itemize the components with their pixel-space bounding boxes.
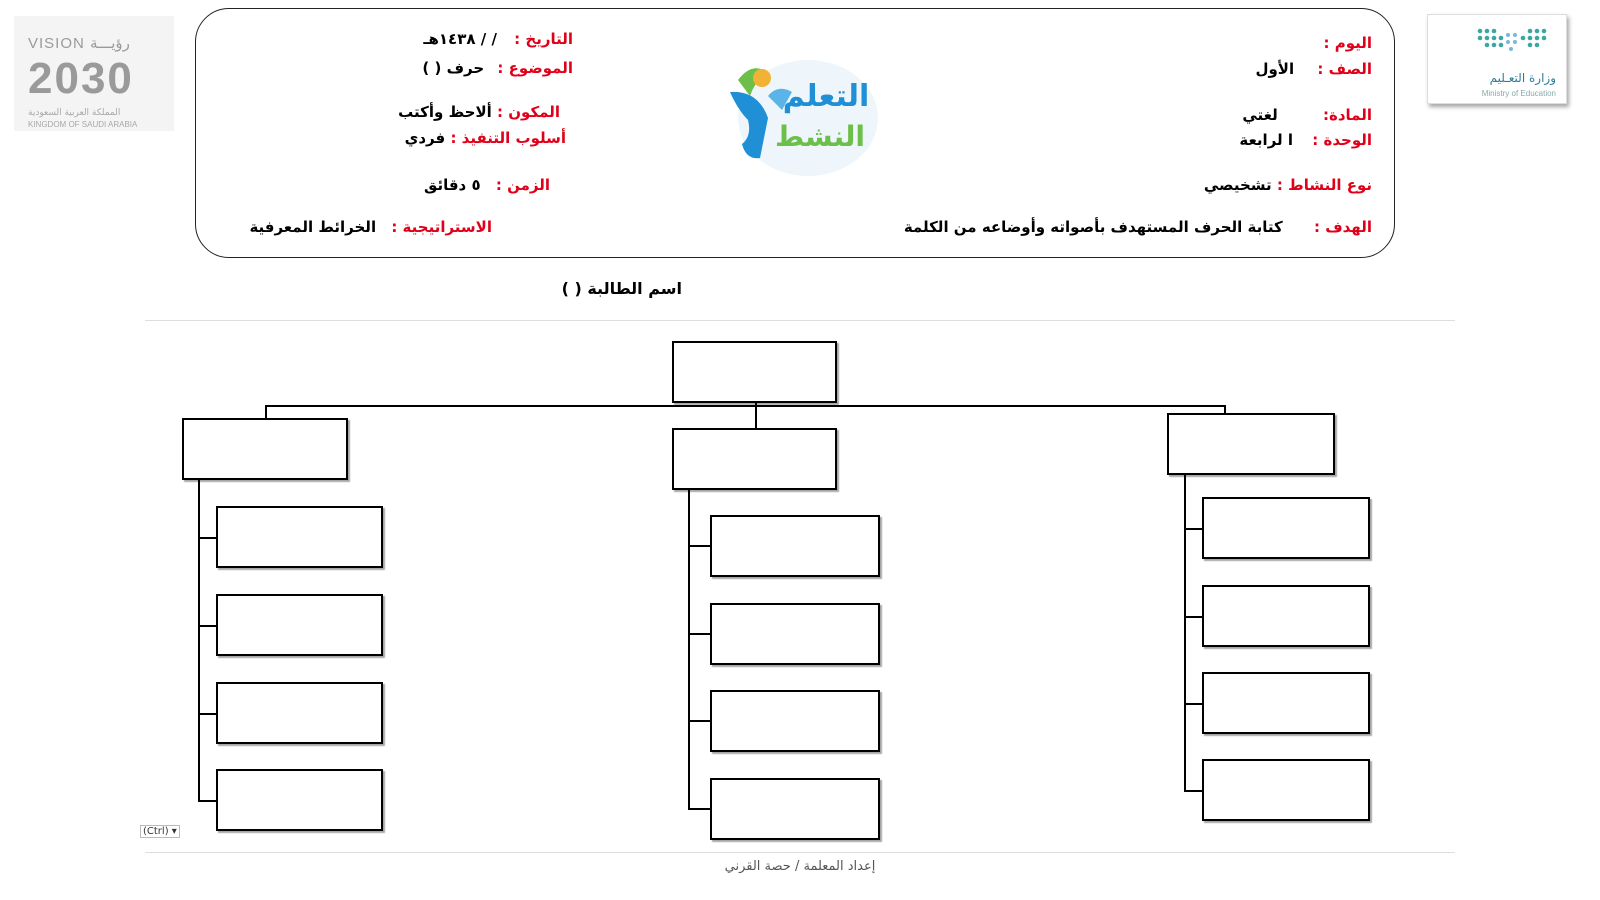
right-leaf-box-1[interactable]	[1202, 497, 1370, 559]
left-branch-stem	[265, 405, 267, 418]
vision-title: VISION رؤيـــة	[28, 35, 130, 52]
map-root-box[interactable]	[672, 341, 837, 403]
component-field: المكون : ألاحظ وأكتب	[398, 103, 560, 121]
ministry-name-ar: وزارة التعـليم	[1489, 71, 1556, 85]
vision-subtitle-ar: المملكة العربية السعودية	[28, 108, 121, 118]
middle-tick-4	[688, 808, 710, 810]
middle-leaf-box-4[interactable]	[710, 778, 880, 840]
left-leaf-box-4[interactable]	[216, 769, 383, 831]
vision-subtitle-en: KINGDOM OF SAUDI ARABIA	[28, 120, 138, 129]
date-field: التاريخ : / / ١٤٣٨هـ	[423, 30, 573, 48]
middle-leaf-box-2[interactable]	[710, 603, 880, 665]
middle-tick-2	[688, 633, 710, 635]
middle-leaf-box-1[interactable]	[710, 515, 880, 577]
divider-bottom	[145, 852, 1455, 853]
right-leaf-box-4[interactable]	[1202, 759, 1370, 821]
vision-number: 2030	[28, 54, 134, 103]
left-leaf-box-2[interactable]	[216, 594, 383, 656]
middle-tick-1	[688, 545, 710, 547]
strategy-field: الاستراتيجية : الخرائط المعرفية	[249, 218, 492, 236]
horizontal-connector	[265, 405, 1226, 407]
logo-text-bottom: النشط	[774, 120, 866, 153]
right-tick-4	[1184, 790, 1202, 792]
ministry-of-education-logo	[1427, 14, 1567, 104]
right-tick-2	[1184, 616, 1202, 618]
left-tick-4	[198, 800, 216, 802]
left-tick-1	[198, 537, 216, 539]
left-vertical-line	[198, 480, 200, 802]
footer-author: إعداد المعلمة / حصة القرني	[724, 859, 876, 874]
right-tick-1	[1184, 528, 1202, 530]
right-branch-stem	[1224, 405, 1226, 413]
goal-field: الهدف : كتابة الحرف المستهدف بأصواته وأوضاعه من الكلمة	[903, 218, 1372, 236]
active-learning-logo	[708, 40, 883, 195]
ministry-name-en: Ministry of Education	[1481, 89, 1556, 98]
subject-field: المادة: لغتي	[1242, 106, 1372, 124]
left-leaf-box-3[interactable]	[216, 682, 383, 744]
unit-field: الوحدة : ا لرابعة	[1239, 131, 1372, 149]
topic-field: الموضوع : حرف ( )	[422, 59, 573, 77]
middle-tick-3	[688, 720, 710, 722]
middle-branch-stem	[755, 405, 757, 428]
left-tick-2	[198, 625, 216, 627]
divider-top	[145, 320, 1455, 321]
left-branch-box[interactable]	[182, 418, 348, 480]
grade-field: الصف : الأول	[1255, 60, 1372, 78]
activity-type-field: نوع النشاط : تشخيصي	[1203, 176, 1372, 194]
ministry-dots-icon	[1474, 25, 1558, 65]
right-branch-box[interactable]	[1167, 413, 1335, 475]
paste-options-button[interactable]: (Ctrl) ▾	[140, 825, 180, 838]
right-tick-3	[1184, 703, 1202, 705]
vision-2030-logo	[14, 16, 174, 131]
middle-vertical-line	[688, 490, 690, 810]
time-field: الزمن : ٥ دقائق	[423, 176, 550, 194]
middle-branch-box[interactable]	[672, 428, 837, 490]
middle-leaf-box-3[interactable]	[710, 690, 880, 752]
method-field: أسلوب التنفيذ : فردي	[404, 129, 566, 147]
right-leaf-box-2[interactable]	[1202, 585, 1370, 647]
right-vertical-line	[1184, 475, 1186, 792]
right-leaf-box-3[interactable]	[1202, 672, 1370, 734]
left-tick-3	[198, 713, 216, 715]
logo-text-top: التعلم	[782, 79, 870, 114]
student-name-line: اسم الطالبة ( )	[561, 279, 682, 298]
left-leaf-box-1[interactable]	[216, 506, 383, 568]
day-field: اليوم :	[1323, 34, 1372, 52]
